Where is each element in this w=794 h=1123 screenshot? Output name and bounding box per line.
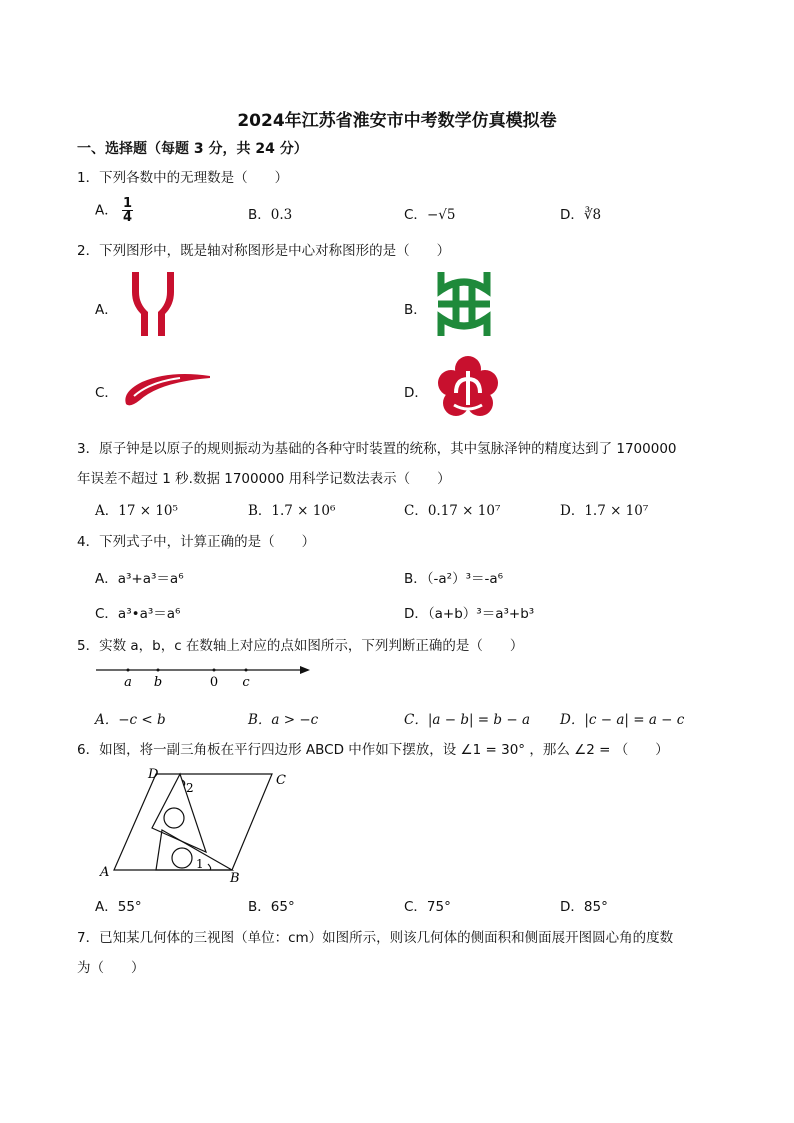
vertex-c: C bbox=[276, 773, 286, 788]
vertex-a: A bbox=[100, 865, 110, 880]
red-y-logo-figure bbox=[128, 270, 178, 338]
red-flower-logo-figure bbox=[438, 355, 498, 421]
q7-stem-line2: 为（ ） bbox=[77, 960, 145, 976]
number-line-figure bbox=[94, 660, 314, 692]
q5-stem: 5．实数 a，b，c 在数轴上对应的点如图所示，下列判断正确的是（ ） bbox=[77, 638, 524, 654]
q2-option-d-label: D． bbox=[404, 385, 428, 401]
section-heading: 一、选择题（每题 3 分，共 24 分） bbox=[77, 141, 308, 157]
label-zero: 0 bbox=[209, 675, 219, 690]
q5-option-d: D．|c − a| = a − c bbox=[560, 712, 685, 728]
q6-option-d: D．85° bbox=[560, 899, 608, 915]
q7-stem-line1: 7．已知某几何体的三视图（单位：cm）如图所示，则该几何体的侧面积和侧面展开图圆心角的度数 bbox=[77, 930, 674, 946]
vertex-d: D bbox=[148, 767, 159, 782]
red-swoosh-logo-figure bbox=[120, 370, 212, 408]
q3-option-d: D．1.7 × 10⁷ bbox=[560, 503, 649, 519]
q2-stem: 2．下列图形中，既是轴对称图形是中心对称图形的是（ ） bbox=[77, 243, 451, 259]
q1-option-b: B．0.3 bbox=[248, 207, 293, 223]
q4-option-c: C．a³•a³＝a⁶ bbox=[95, 606, 181, 622]
label-a: a bbox=[124, 675, 132, 690]
q4-stem: 4．下列式子中，计算正确的是（ ） bbox=[77, 534, 316, 550]
q3-option-a: A．17 × 10⁵ bbox=[95, 503, 178, 519]
q3-option-c: C．0.17 × 10⁷ bbox=[404, 503, 501, 519]
repeating-decimal: 0.3 bbox=[270, 207, 293, 223]
q1-option-c: C．−√5 bbox=[404, 207, 456, 223]
page-title: 2024年江苏省淮安市中考数学仿真模拟卷 bbox=[237, 111, 557, 131]
q4-option-a: A．a³+a³＝a⁶ bbox=[95, 571, 184, 587]
label-b: b bbox=[153, 675, 163, 690]
green-metro-logo-figure bbox=[438, 270, 490, 338]
q5-option-c: C．|a − b| = b − a bbox=[404, 712, 530, 728]
q6-option-a: A．55° bbox=[95, 899, 142, 915]
q3-stem-line2: 年误差不超过 1 秒.数据 1700000 用科学记数法表示（ ） bbox=[77, 471, 451, 487]
q5-option-a: A．−c < b bbox=[95, 712, 166, 728]
label-c: c bbox=[242, 675, 250, 690]
q6-option-c: C．75° bbox=[404, 899, 451, 915]
angle-2-label: 2 bbox=[186, 781, 194, 795]
vertex-b: B bbox=[230, 871, 240, 886]
q1-option-a: A． $\frac{1}{4}$ bbox=[95, 196, 133, 225]
angle-1-label: 1 bbox=[196, 857, 204, 871]
q6-option-b: B．65° bbox=[248, 899, 295, 915]
q5-option-b: B．a > −c bbox=[248, 712, 319, 728]
fraction: $\frac{1}{4}$ bbox=[123, 196, 133, 225]
q4-option-d: D．（a+b）³＝a³+b³ bbox=[404, 606, 535, 622]
q2-option-c-label: C． bbox=[95, 385, 118, 401]
q3-option-b: B．1.7 × 10⁶ bbox=[248, 503, 336, 519]
q2-option-a-label: A． bbox=[95, 302, 118, 318]
parallelogram-figure bbox=[96, 764, 296, 886]
q3-stem-line1: 3．原子钟是以原子的规则振动为基础的各种守时装置的统称，其中氢脉泽钟的精度达到了 1700000 bbox=[77, 441, 677, 457]
q2-option-b-label: B． bbox=[404, 302, 427, 318]
q1-option-d: D．∛8 bbox=[560, 207, 602, 223]
q4-option-b: B．（-a²）³＝-a⁶ bbox=[404, 571, 504, 587]
q6-stem: 6．如图，将一副三角板在平行四边形 ABCD 中作如下摆放，设 ∠1 = 30° ，那么 ∠2 = （ ） bbox=[77, 742, 669, 758]
q1-stem: 1．下列各数中的无理数是（ ） bbox=[77, 170, 289, 186]
